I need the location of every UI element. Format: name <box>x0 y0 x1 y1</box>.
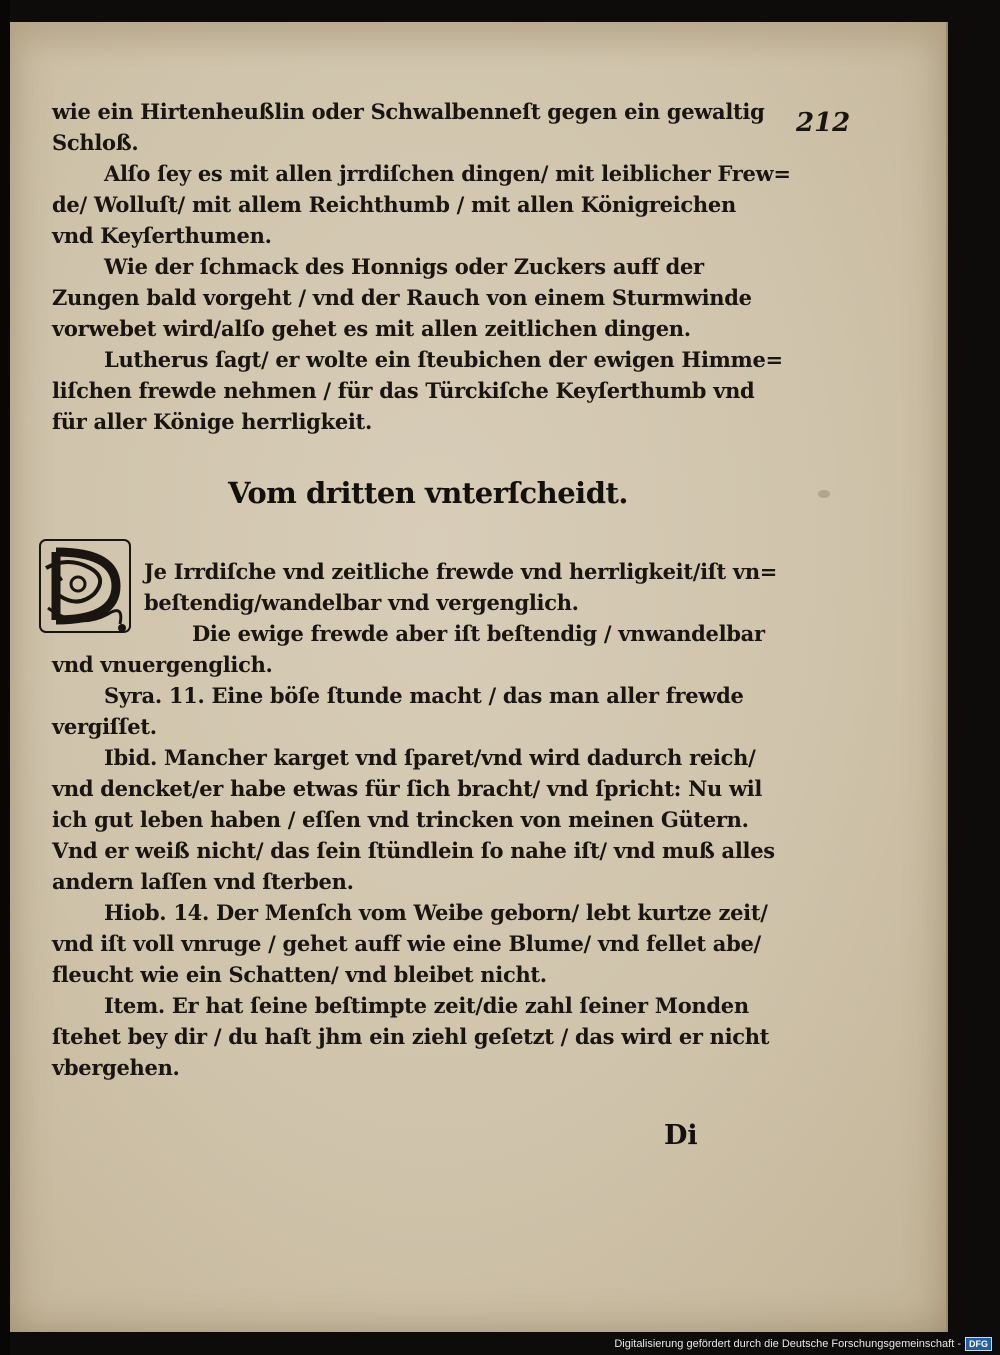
text-line: Die ewige frewde aber iſt beſtendig / vnwandelbar <box>192 621 765 646</box>
page-shadow <box>10 22 946 62</box>
section-heading: Vom dritten vnterſcheidt. <box>228 476 628 510</box>
text-line: vnd dencket/er habe etwas für ſich bracht/ vnd ſpricht: Nu wil <box>52 776 763 801</box>
page-number: 212 <box>796 108 851 138</box>
text-line: Ibid. Mancher karget vnd ſparet/vnd wird dadurch reich/ <box>104 745 756 770</box>
catchword: Di <box>664 1120 698 1151</box>
text-block-1 <box>52 96 791 437</box>
text-line: Lutherus ſagt/ er wolte ein ſteubichen der ewigen Himme= <box>104 347 783 372</box>
text-block-2 <box>52 556 778 1083</box>
text-line: beſtendig/wandelbar vnd vergenglich. <box>144 590 579 615</box>
text-line: vergiſſet. <box>52 714 157 739</box>
funding-text: Digitalisierung gefördert durch die Deutsche Forschungsgemeinschaft - <box>614 1338 961 1350</box>
text-line: wie ein Hirtenheußlin oder Schwalbenneſt gegen ein gewaltig <box>52 99 765 124</box>
text-line: Schloß. <box>52 130 139 155</box>
text-line: andern laſſen vnd ſterben. <box>52 869 354 894</box>
text-line: ich gut leben haben / eſſen vnd trincken von meinen Gütern. <box>52 807 749 832</box>
text-line: vnd vnuergenglich. <box>52 652 273 677</box>
text-line: Item. Er hat ſeine beſtimpte zeit/die zahl ſeiner Monden <box>104 993 749 1018</box>
text-line: Alſo ſey es mit allen jrrdiſchen dingen/ mit leiblicher Frew= <box>104 161 791 186</box>
text-line: Vnd er weiß nicht/ das ſein ſtündlein ſo nahe iſt/ vnd muß alles <box>52 838 775 863</box>
text-line: de/ Wolluſt/ mit allem Reichthumb / mit allen Königreichen <box>52 192 736 217</box>
text-line: vnd iſt voll vnruge / gehet auff wie eine Blume/ vnd fellet abe/ <box>52 931 761 956</box>
text-line: fleucht wie ein Schatten/ vnd bleibet nicht. <box>52 962 547 987</box>
text-line: Wie der ſchmack des Honnigs oder Zuckers auff der <box>104 254 704 279</box>
text-line: vbergehen. <box>52 1055 180 1080</box>
text-line: ſtehet bey dir / du haſt jhm ein ziehl geſetzt / das wird er nicht <box>52 1024 770 1049</box>
text-line: Je Irrdiſche vnd zeitliche frewde vnd herrligkeit/iſt vn= <box>144 559 778 584</box>
text-line: Hiob. 14. Der Menſch vom Weibe geborn/ lebt kurtze zeit/ <box>104 900 768 925</box>
text-line: vnd Keyſerthumen. <box>52 223 272 248</box>
text-line: Zungen bald vorgeht / vnd der Rauch von einem Sturmwinde <box>52 285 752 310</box>
scan-left-edge <box>0 0 10 1355</box>
text-line: für aller Könige herrligkeit. <box>52 409 372 434</box>
text-line: liſchen frewde nehmen / für das Türckiſche Keyſerthumb vnd <box>52 378 755 403</box>
funding-footer <box>614 1337 992 1351</box>
text-line: Syra. 11. Eine böſe ſtunde macht / das man aller frewde <box>104 683 744 708</box>
text-line: vorwebet wird/alſo gehet es mit allen zeitlichen dingen. <box>52 316 691 341</box>
paper-speck <box>818 490 830 498</box>
dfg-logo: DFG <box>965 1337 992 1351</box>
